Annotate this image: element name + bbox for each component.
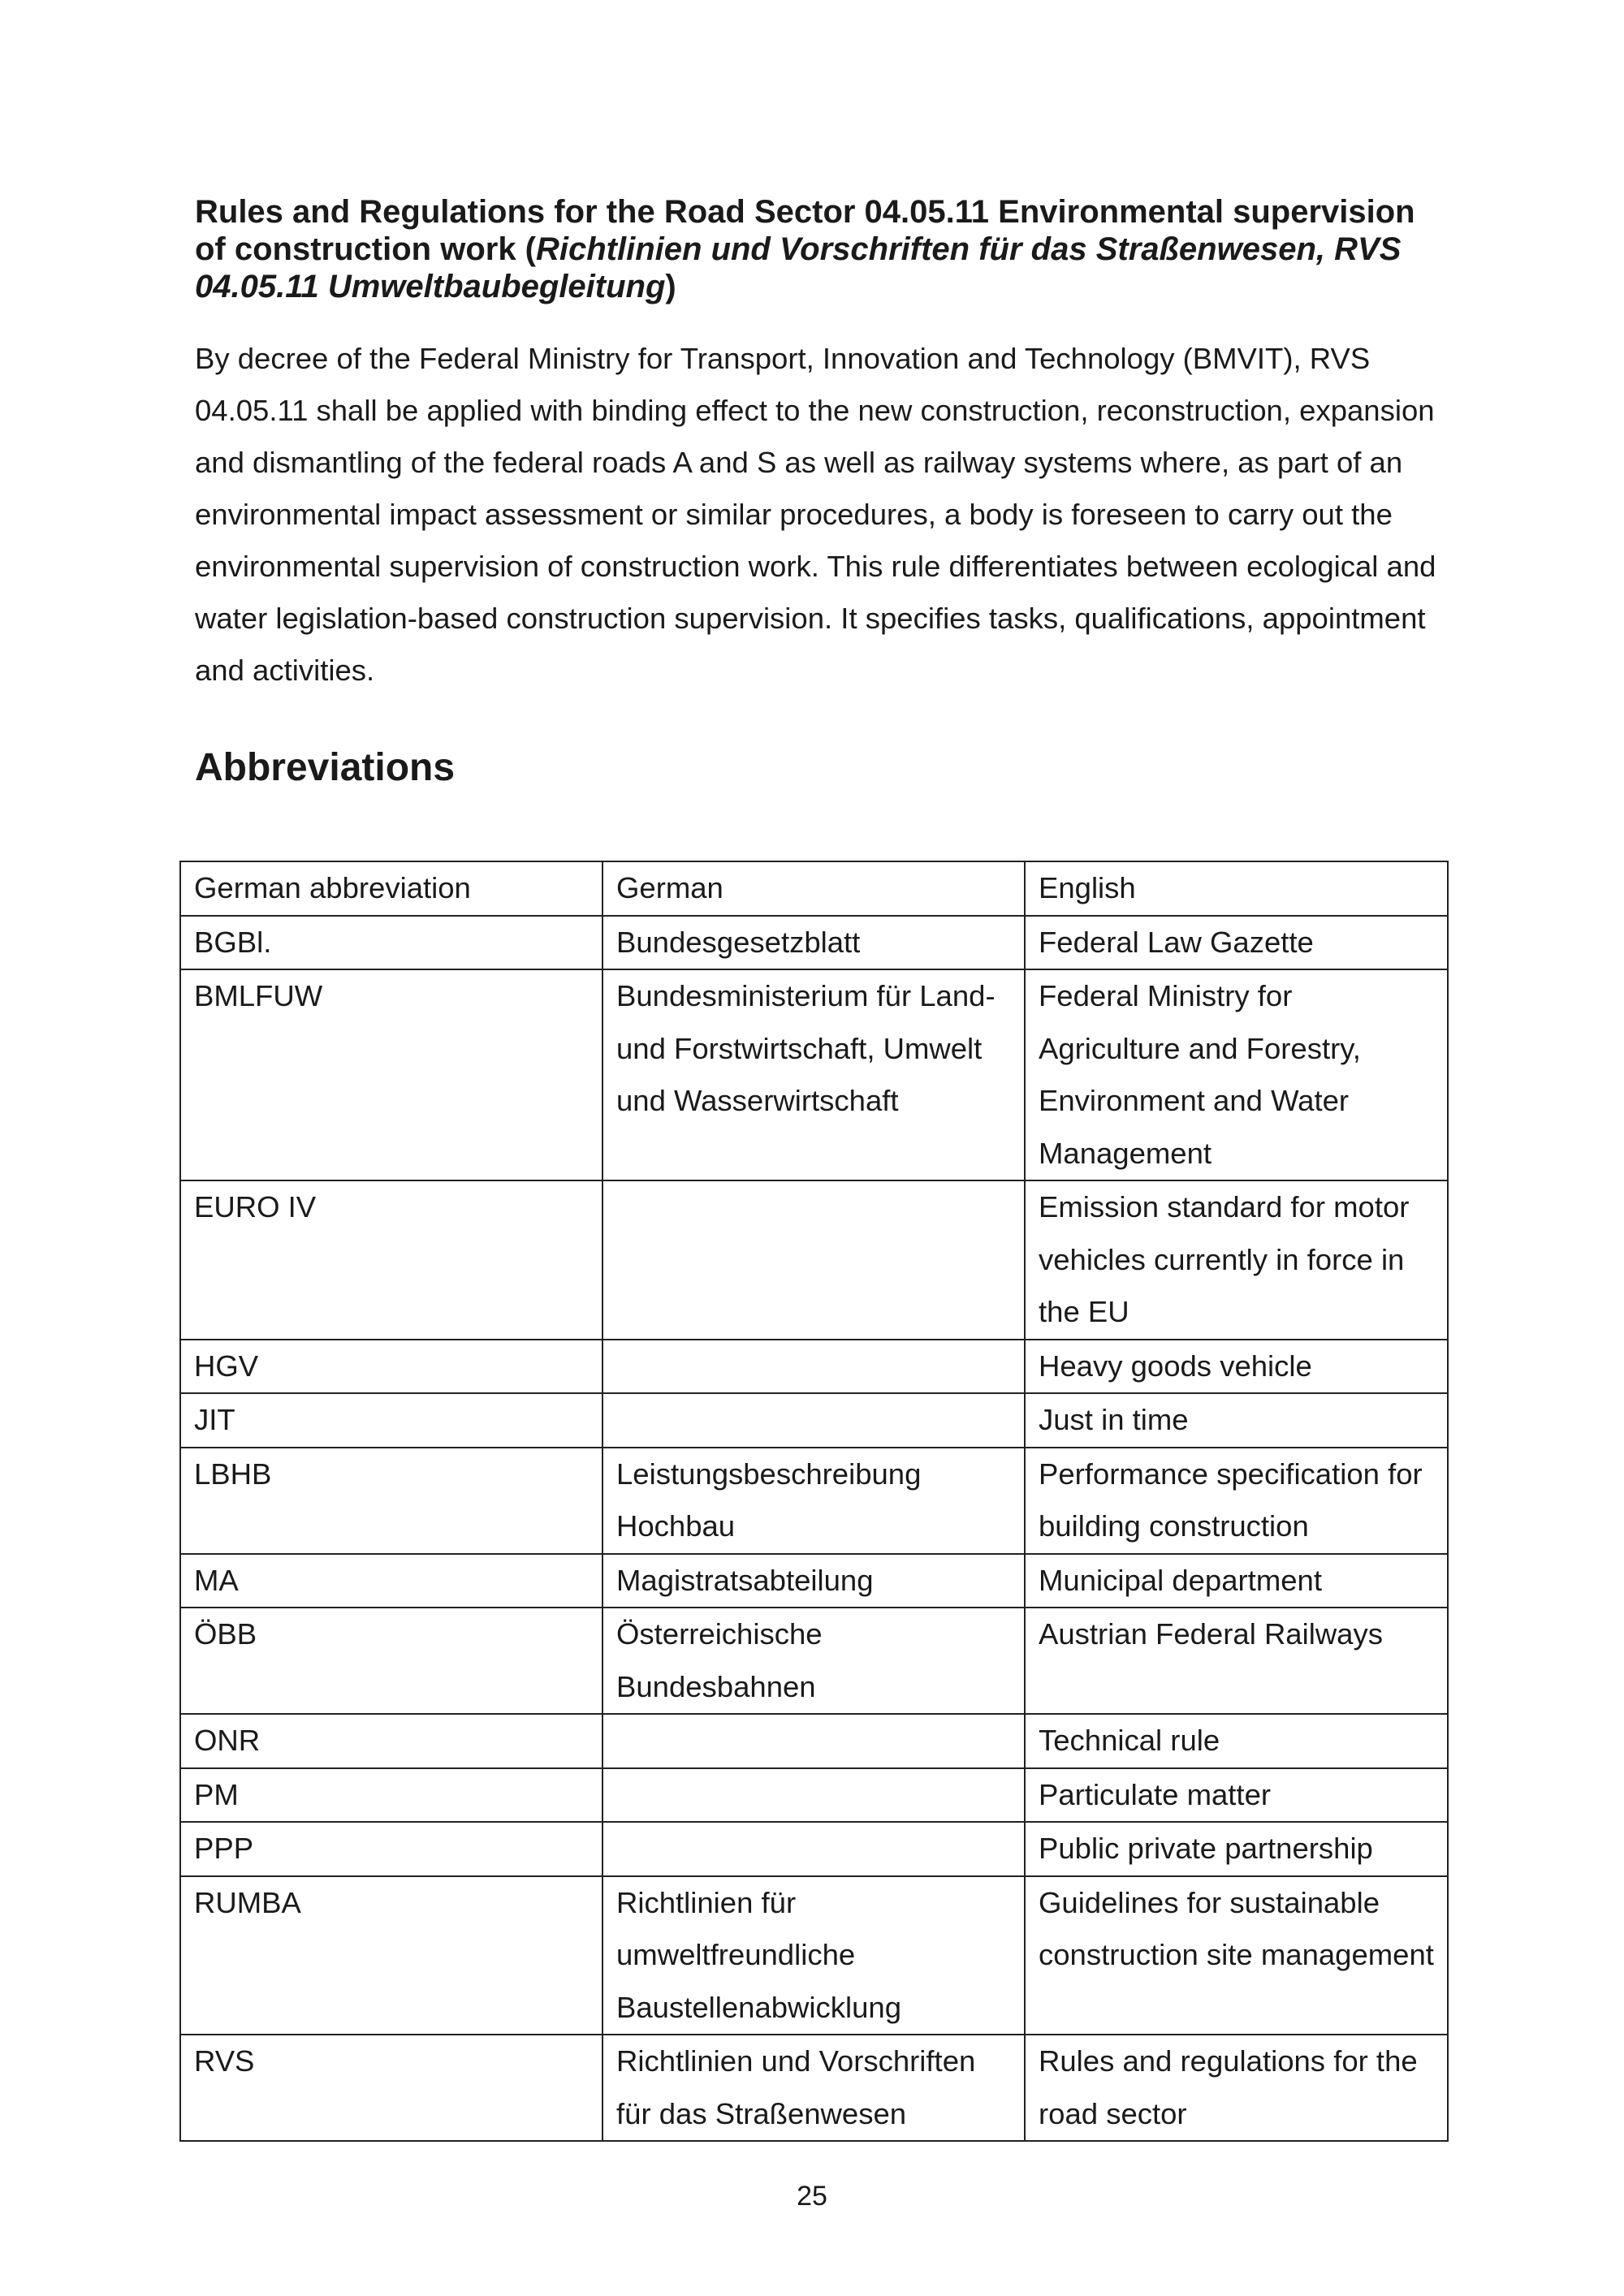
german-term-cell bbox=[603, 1714, 1025, 1768]
english-term-cell: Guidelines for sustainable construction site management bbox=[1025, 1876, 1448, 2035]
english-term-cell: Performance specification for building construction bbox=[1025, 1448, 1448, 1554]
german-term-cell: Österreichische Bundesbahnen bbox=[603, 1608, 1025, 1714]
english-term-cell: Emission standard for motor vehicles currently in force in the EU bbox=[1025, 1180, 1448, 1340]
abbreviation-cell: ÖBB bbox=[180, 1608, 603, 1714]
abbreviation-cell: BMLFUW bbox=[180, 969, 603, 1180]
english-term-cell: Just in time bbox=[1025, 1393, 1448, 1448]
document-heading bbox=[195, 193, 1445, 305]
abbreviation-cell: PM bbox=[180, 1768, 603, 1823]
table-row bbox=[180, 1448, 1448, 1554]
table-row bbox=[180, 1714, 1448, 1768]
table-row bbox=[180, 1822, 1448, 1876]
table-row bbox=[180, 1340, 1448, 1394]
heading-closing-paren: ) bbox=[665, 269, 676, 304]
abbreviation-cell: PPP bbox=[180, 1822, 603, 1876]
table-header-cell: German bbox=[603, 861, 1025, 916]
abbreviation-cell: MA bbox=[180, 1554, 603, 1608]
table-row bbox=[180, 969, 1448, 1180]
table-header-row bbox=[180, 861, 1448, 916]
abbreviation-cell: LBHB bbox=[180, 1448, 603, 1554]
english-term-cell: Technical rule bbox=[1025, 1714, 1448, 1768]
abbreviations-table-body bbox=[180, 861, 1448, 2141]
english-term-cell: Federal Ministry for Agriculture and Forestry, Environment and Water Management bbox=[1025, 969, 1448, 1180]
abbreviation-cell: BGBl. bbox=[180, 916, 603, 970]
section-title-abbreviations: Abbreviations bbox=[195, 746, 456, 789]
english-term-cell: Heavy goods vehicle bbox=[1025, 1340, 1448, 1394]
english-term-cell: Rules and regulations for the road sector bbox=[1025, 2035, 1448, 2141]
german-term-cell: Bundesministerium für Land- und Forstwirtschaft, Umwelt und Wasserwirtschaft bbox=[603, 969, 1025, 1180]
abbreviation-cell: ONR bbox=[180, 1714, 603, 1768]
abbreviations-table bbox=[179, 861, 1449, 2142]
table-header-cell: English bbox=[1025, 861, 1448, 916]
german-term-cell bbox=[603, 1822, 1025, 1876]
abbreviation-cell: RVS bbox=[180, 2035, 603, 2141]
abbreviation-cell: EURO IV bbox=[180, 1180, 603, 1340]
german-term-cell bbox=[603, 1340, 1025, 1394]
german-term-cell: Richtlinien und Vorschriften für das Straßenwesen bbox=[603, 2035, 1025, 2141]
table-row bbox=[180, 1768, 1448, 1823]
table-header-cell: German abbreviation bbox=[180, 861, 603, 916]
abbreviation-cell: RUMBA bbox=[180, 1876, 603, 2035]
english-term-cell: Municipal department bbox=[1025, 1554, 1448, 1608]
german-term-cell bbox=[603, 1393, 1025, 1448]
german-term-cell bbox=[603, 1768, 1025, 1823]
table-row bbox=[180, 916, 1448, 970]
english-term-cell: Austrian Federal Railways bbox=[1025, 1608, 1448, 1714]
table-row bbox=[180, 1393, 1448, 1448]
german-term-cell: Magistratsabteilung bbox=[603, 1554, 1025, 1608]
heading-text: Rules and Regulations for the Road Sector 04.05.11 Environmental supervision of construction work ( bbox=[195, 194, 1415, 267]
english-term-cell: Public private partnership bbox=[1025, 1822, 1448, 1876]
german-term-cell: Richtlinien für umweltfreundliche Baustellenabwicklung bbox=[603, 1876, 1025, 2035]
german-term-cell: Leistungsbeschreibung Hochbau bbox=[603, 1448, 1025, 1554]
german-term-cell bbox=[603, 1180, 1025, 1340]
body-paragraph: By decree of the Federal Ministry for Transport, Innovation and Technology (BMVIT), RVS 04.05.11 shall be applied with binding effect to the new construction, reconstruction, expansion and dismantling of the federal roads A and S as well as railway systems where, as part of an environmental impact assessment or similar procedures, a body is foreseen to carry out the environmental supervision of construction work. This rule differentiates between ecological and water legislation-based construction supervision. It specifies tasks, qualifications, appointment and activities. bbox=[195, 342, 1436, 687]
abbreviation-cell: JIT bbox=[180, 1393, 603, 1448]
table-row bbox=[180, 2035, 1448, 2141]
table-row bbox=[180, 1554, 1448, 1608]
german-term-cell: Bundesgesetzblatt bbox=[603, 916, 1025, 970]
heading-german-title: Richtlinien und Vorschriften für das Straßenwesen, RVS 04.05.11 Umweltbaubegleitung bbox=[195, 231, 1402, 304]
table-row bbox=[180, 1876, 1448, 2035]
english-term-cell: Particulate matter bbox=[1025, 1768, 1448, 1823]
abbreviation-cell: HGV bbox=[180, 1340, 603, 1394]
table-row bbox=[180, 1180, 1448, 1340]
page-number: 25 bbox=[797, 2181, 827, 2212]
table-row bbox=[180, 1608, 1448, 1714]
english-term-cell: Federal Law Gazette bbox=[1025, 916, 1448, 970]
